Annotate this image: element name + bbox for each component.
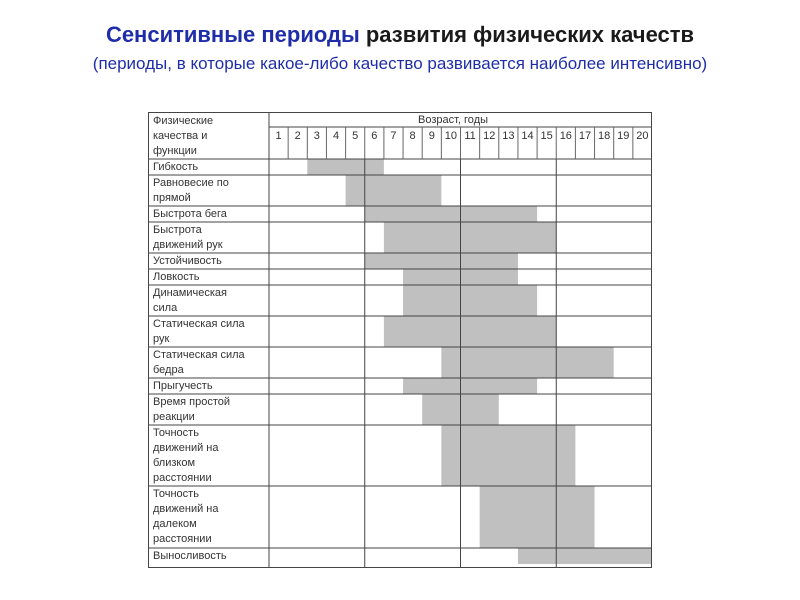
row-label: Время простой реакции <box>153 396 231 423</box>
age-label: 9 <box>428 130 435 142</box>
age-label: 18 <box>597 130 611 142</box>
period-bar <box>441 425 575 486</box>
period-bar <box>403 378 537 394</box>
age-header: Возраст, годы <box>418 114 489 126</box>
period-bar <box>307 159 384 175</box>
period-bar <box>346 175 442 206</box>
row-label: Быстрота бега <box>153 208 227 220</box>
period-bar <box>384 316 556 347</box>
corner-label: Физические качества и функции <box>153 115 214 157</box>
row-label: Прыгучесть <box>153 380 213 392</box>
period-bar <box>384 222 556 253</box>
period-bar <box>441 347 613 378</box>
row-label: Точность движений на далеком расстоянии <box>153 488 219 545</box>
age-label: 8 <box>409 130 416 142</box>
row-label: Устойчивость <box>153 255 222 267</box>
row-label: Точность движений на близком расстоянии <box>153 427 219 484</box>
age-label: 14 <box>521 130 534 142</box>
row-label: Быстрота движений рук <box>153 224 223 251</box>
age-label: 2 <box>294 130 301 142</box>
age-label: 7 <box>390 130 397 142</box>
age-label: 12 <box>483 130 496 142</box>
age-label: 16 <box>559 130 572 142</box>
subtitle-close: ) <box>701 54 708 73</box>
age-label: 10 <box>444 130 458 142</box>
row-label: Динамическая сила <box>153 287 227 314</box>
age-label: 13 <box>502 130 515 142</box>
period-bar <box>365 253 518 269</box>
age-label: 1 <box>275 130 282 142</box>
period-bar <box>365 206 537 222</box>
age-label: 6 <box>371 130 378 142</box>
row-label: Статическая сила рук <box>153 318 245 345</box>
title-accent: Сенситивные периоды <box>105 22 360 47</box>
age-label: 3 <box>313 130 320 142</box>
row-label: Ловкость <box>153 271 200 283</box>
period-bar <box>518 548 652 564</box>
age-label: 17 <box>578 130 592 142</box>
title-rest: развития физических качеств <box>359 22 695 47</box>
period-bar <box>480 486 595 548</box>
age-label: 11 <box>464 130 476 142</box>
age-label: 5 <box>352 130 359 142</box>
page-title <box>0 22 800 48</box>
subtitle-text: (периоды, в которые какое-либо качество развивается наиболее интенсивно <box>92 54 702 73</box>
age-label: 19 <box>617 130 630 142</box>
age-label: 4 <box>332 130 340 142</box>
age-label: 15 <box>540 130 553 142</box>
sensitive-periods-table <box>148 112 652 568</box>
row-label: Статическая сила бедра <box>153 349 245 376</box>
age-label: 20 <box>636 130 649 142</box>
page-subtitle <box>0 54 800 74</box>
row-label: Гибкость <box>153 161 199 173</box>
row-label: Равновесие по прямой <box>153 177 229 204</box>
row-label: Выносливость <box>153 550 227 562</box>
period-bar <box>403 285 537 316</box>
